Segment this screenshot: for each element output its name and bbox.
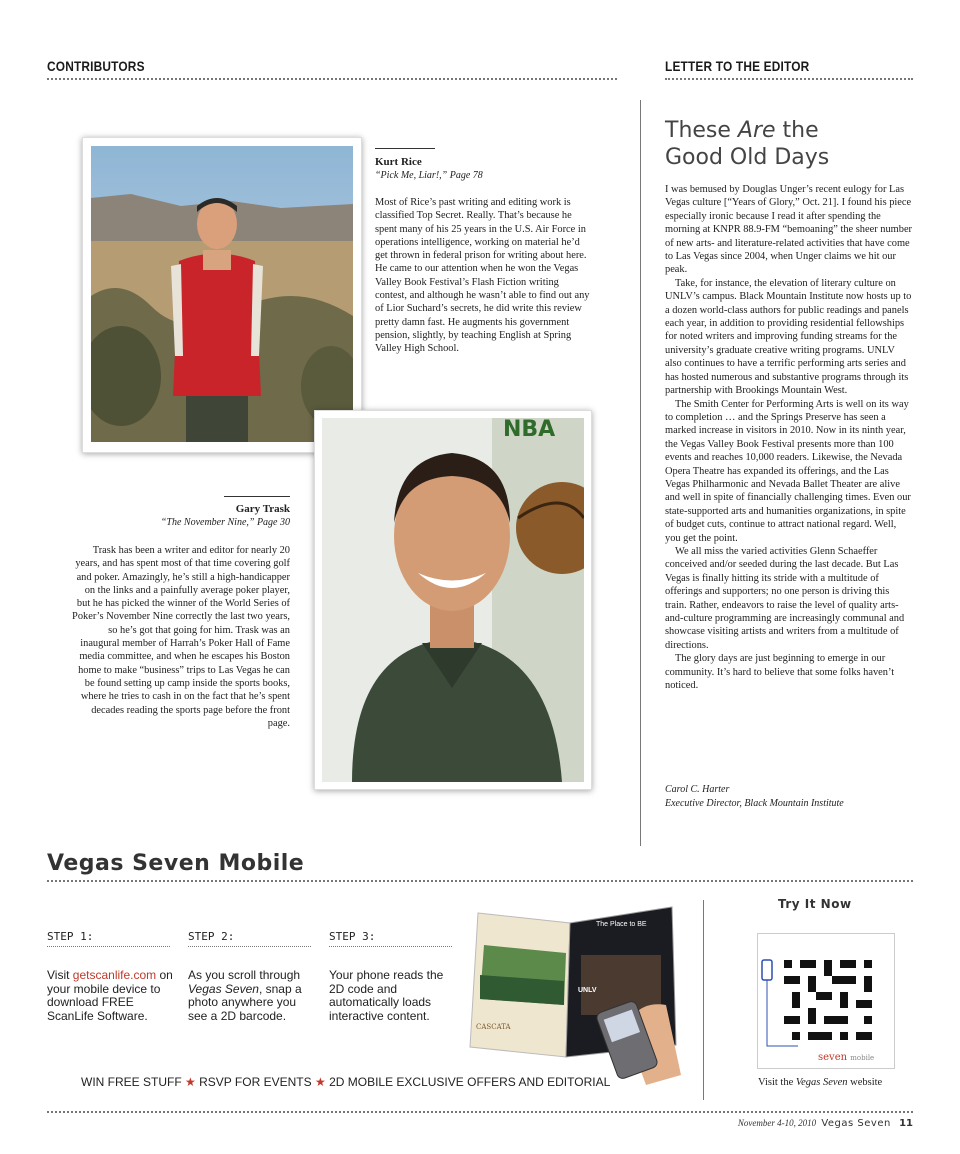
promo-exclusive: 2D MOBILE EXCLUSIVE OFFERS AND EDITORIAL <box>329 1075 611 1089</box>
letter-header: LETTER TO THE EDITOR <box>665 58 810 74</box>
magazine-phone-illustration <box>466 905 691 1090</box>
kurt-rule <box>375 148 435 149</box>
footer-date: November 4-10, 2010 <box>737 1118 817 1128</box>
promo-rsvp: RSVP FOR EVENTS <box>199 1075 312 1089</box>
promo-line <box>81 1075 610 1089</box>
letter-paragraph-1: I was bemused by Douglas Unger’s recent eulogy for Las Vegas culture [“Years of Glory,” Oct. 21]. I found his piece especially ironic because I read it after spending the morning at KNPR 88.9-FM “bemoaning” the sheer number of new arts- and literature-related activities that have come to Las Vegas since 2004, when Unger claims we hit our peak. <box>665 184 913 276</box>
gary-rule <box>224 496 290 497</box>
qr-caption-pre: Visit the <box>758 1077 796 1088</box>
step3-text: Your phone reads the 2D code and automatically loads interactive content. <box>329 968 444 1023</box>
qr-caption <box>758 1077 882 1088</box>
gary-photo-nba-text: NBA <box>503 417 556 442</box>
contributors-divider <box>47 78 617 80</box>
mobile-title: Vegas Seven Mobile <box>47 851 305 876</box>
magazine-right-text: The Place to BE <box>596 921 647 928</box>
headline-pre: These <box>665 118 738 143</box>
column-rule <box>640 100 641 846</box>
qr-caption-em: Vegas Seven <box>795 1077 848 1088</box>
gary-name: Gary Trask <box>235 503 290 515</box>
letter-paragraph-3: The Smith Center for Performing Arts is well on its way to completion … and the Springs Preserve has seen a marked increase in visitors in 2010. Now in its ninth year, the Vegas Valley Book Festival presents more than 100 events and reaches 10,000 readers. Likewise, the Nevada Opera Theatre has expanded its offerings, and the Las Vegas Philharmonic and Nevada Ballet Theater are alive and well in spite of financially challenging times. Even our state-supported arts and humanities organizations, in spite of budget cuts, continue to attract national regard. Well, you get the point. <box>665 398 911 544</box>
headline-line2: Good Old Days <box>665 145 830 170</box>
headline-em: Are <box>737 118 776 143</box>
kurt-name: Kurt Rice <box>375 156 422 168</box>
scanlife-link[interactable]: getscanlife.com <box>72 968 157 982</box>
step2-post: , snap a photo anywhere you see a 2D barcode. <box>188 981 302 1023</box>
step1-divider <box>47 946 170 947</box>
step2-text <box>188 969 313 1023</box>
letter-headline <box>665 117 915 171</box>
qr-code[interactable] <box>757 933 895 1069</box>
letter-paragraph-2: Take, for instance, the elevation of literary culture on UNLV’s campus. Black Mountain Institute now hosts up to a dozen world-class authors for public readings and panels each year, in addition to providing residential fellowships for noted writers and improving funding streams for the university’s graduate creative writing programs. UNLV also continues to have a terrific performing arts series and has hosted numerous and substantive programs through its partnership with Brookings Mountain West. <box>665 277 912 397</box>
step1-post: on your mobile device to download FREE ScanLife Software. <box>47 968 173 1023</box>
step3-divider <box>329 946 452 947</box>
footer-divider <box>47 1111 913 1113</box>
step2-pre: As you scroll through <box>188 968 301 982</box>
step1-text <box>47 969 177 1023</box>
mobile-divider <box>47 880 913 882</box>
page-number: 11 <box>899 1118 913 1129</box>
step2-divider <box>188 946 311 947</box>
mobile-column-rule <box>703 900 704 1100</box>
headline-post: the <box>775 118 819 143</box>
letter-paragraph-5: The glory days are just beginning to emerge in our community. It’s hard to believe that some folks haven’t noticed. <box>665 653 895 692</box>
step2-heading: STEP 2: <box>188 930 235 943</box>
step1-heading: STEP 1: <box>47 930 94 943</box>
footer-publication: Vegas Seven <box>821 1118 891 1129</box>
qr-brand-small: mobile <box>850 1054 875 1062</box>
star-icon: ★ <box>185 1075 196 1089</box>
gary-trask-photo <box>314 410 592 790</box>
letter-paragraph-4: We all miss the varied activities Glenn Schaeffer conceived and/or seeded during the last decade. But Las Vegas is finally hitting its stride with a multitude of offerings and supporters; no one person is driving this train. Rather, endeavors to raise the level of quality arts-and-culture programming are increasingly communal and showcase visiting artists and writers from a multitude of directions. <box>665 545 905 651</box>
kurt-credit: “Pick Me, Liar!,” Page 78 <box>375 170 483 181</box>
letter-signature-name: Carol C. Harter <box>665 784 730 795</box>
magazine-unlv-text: UNLV <box>578 987 597 994</box>
contributors-header: CONTRIBUTORS <box>47 58 145 74</box>
page-footer <box>650 1118 913 1129</box>
gary-credit: “The November Nine,” Page 30 <box>160 517 290 528</box>
letter-body <box>665 183 913 692</box>
gary-bio: Trask has been a writer and editor for nearly 20 years, and has spent most of that time covering golf and poker. Amazingly, he’s still a high-handicapper on the links and a painfully average poker player, but he has picked the winner of the World Series of Poker’s November Nine correctly the last two years, so he’s got that going for him. Trask was an inaugural member of Harrah’s Poker Hall of Fame media committee, and when he escapes his Boston home to make “business” trips to Las Vegas he can be found setting up camp inside the sports books, where he tries to cash in on the fact that he’s spent decades reading the sports page before the front page. <box>72 545 290 729</box>
star-icon: ★ <box>314 1075 326 1089</box>
step3-heading: STEP 3: <box>329 930 376 943</box>
letter-divider <box>665 78 913 80</box>
kurt-rice-photo <box>82 137 362 453</box>
promo-win-free-stuff: WIN FREE STUFF <box>81 1075 182 1089</box>
step2-em: Vegas Seven <box>188 981 259 996</box>
kurt-bio: Most of Rice’s past writing and editing work is classified Top Secret. Really. That’s because he spent many of his 25 years in the U.S. Air Force in operations intelligence, working on material he’d get thrown in federal prison for writing about here. He came to our attention when he won the Vegas Valley Book Festival’s Flash Fiction writing contest, and although he wasn’t able to find out any of Lior Suchard’s secrets, he did write this review pretty damn fast. He augments his government pension, slightly, by teaching English at Spring Valley High School. <box>375 197 590 355</box>
try-it-now-heading: Try It Now <box>778 897 852 911</box>
qr-caption-post: website <box>847 1077 883 1088</box>
magazine-left-text: CASCATA <box>476 1023 511 1031</box>
step1-pre: Visit <box>47 968 73 982</box>
qr-brand <box>818 1052 874 1063</box>
letter-signature-title: Executive Director, Black Mountain Institute <box>665 798 844 809</box>
qr-brand-name: seven <box>818 1052 848 1063</box>
